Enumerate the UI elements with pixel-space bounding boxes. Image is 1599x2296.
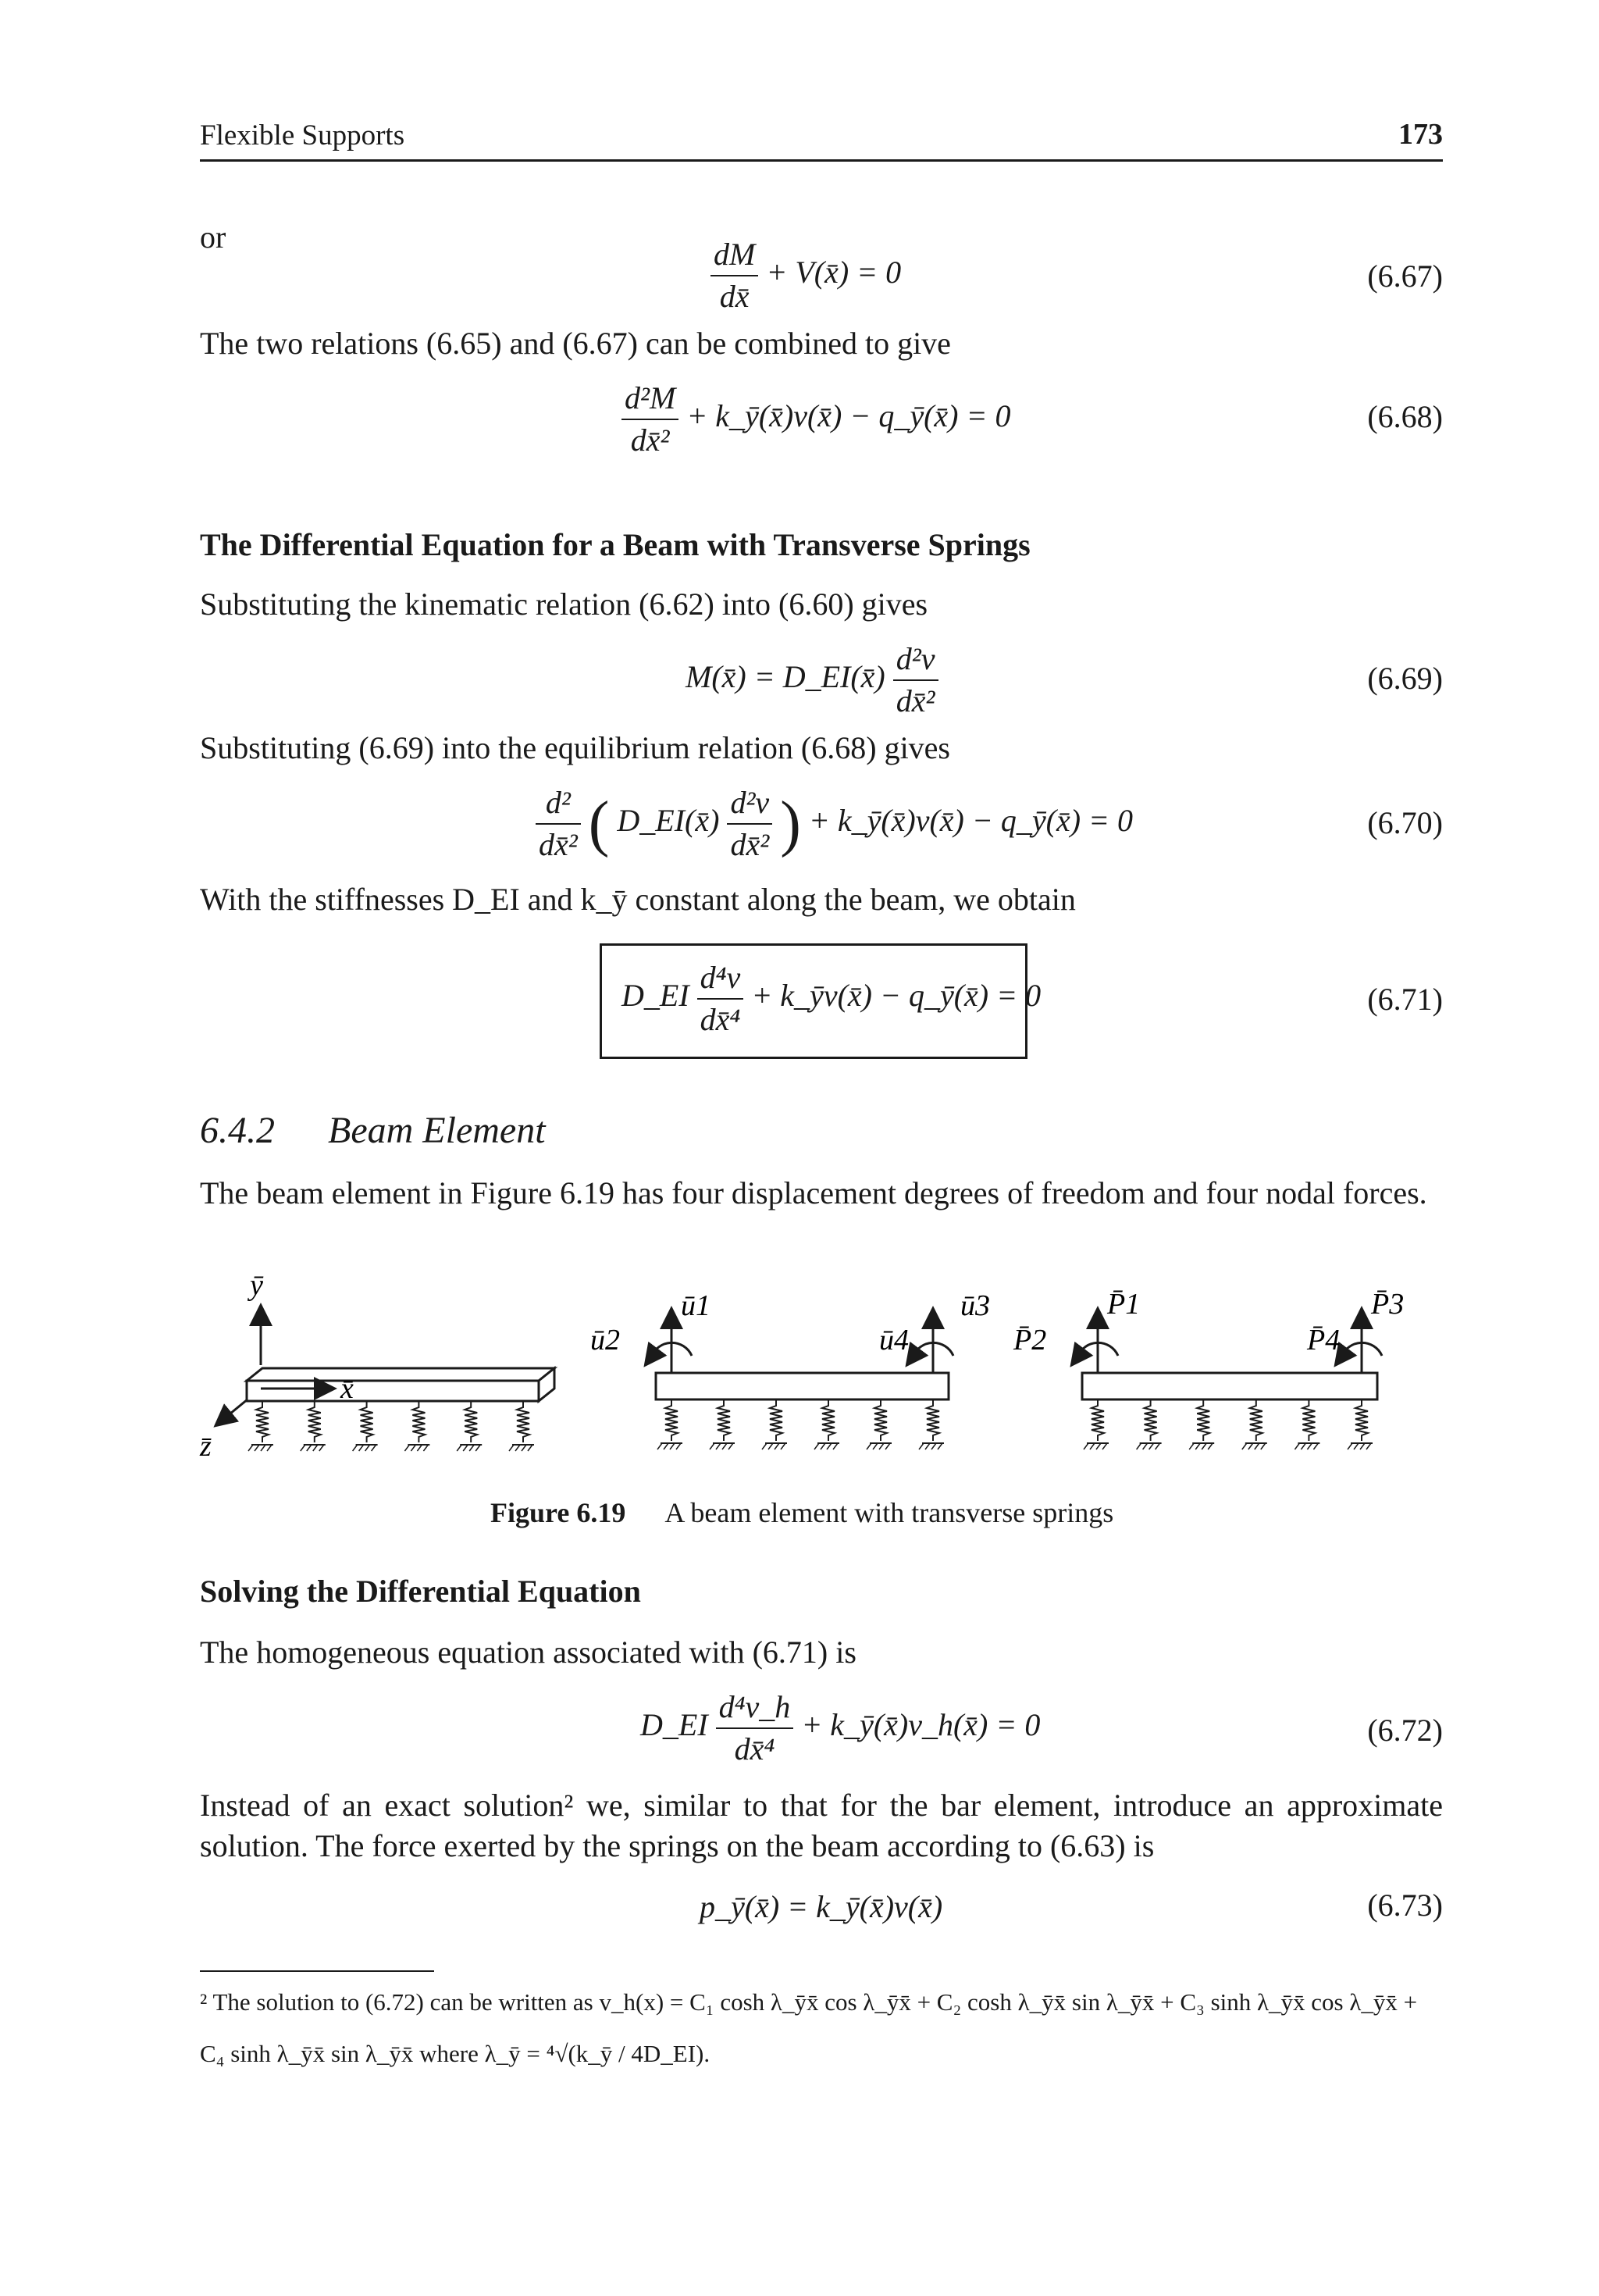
eq667-rest: + V(x̄) = 0: [766, 255, 902, 291]
eq669-fraction: [893, 639, 938, 722]
ground-hatch: [1208, 1443, 1213, 1449]
eq669-num: d²v: [896, 641, 935, 676]
spring: [465, 1401, 477, 1442]
ground-hatch: [716, 1443, 721, 1449]
force-p3-label: P̄3: [1371, 1288, 1405, 1321]
equation-6-71: [621, 957, 1041, 1040]
para-or: or: [200, 219, 226, 255]
equation-6-73: p_ȳ(x̄) = k_ȳ(x̄)v(x̄): [700, 1889, 943, 1924]
ground-hatch: [919, 1443, 924, 1449]
figure-panel-forces: [1013, 1288, 1404, 1449]
ground-hatch: [879, 1443, 884, 1449]
ground-hatch: [423, 1445, 428, 1451]
eq670-rest: + k_ȳ(x̄)v(x̄) − q_ȳ(x̄) = 0: [808, 803, 1134, 839]
footnote-line-2: C₄ sinh λ_ȳx̄ sin λ_ȳx̄ where λ_ȳ = ⁴√(k_ȳ / 4D_EI).: [200, 2040, 710, 2067]
ground-hatch: [670, 1443, 675, 1449]
eq-number-6-73: (6.73): [1367, 1888, 1443, 1923]
ground-hatch: [1360, 1443, 1365, 1449]
ground-hatch: [248, 1445, 253, 1451]
spring: [1092, 1399, 1104, 1441]
ground-hatch: [469, 1445, 474, 1451]
ground-hatch: [261, 1445, 265, 1451]
spring: [517, 1401, 529, 1442]
dof-u2-label: ū2: [590, 1324, 620, 1357]
ground-hatch: [827, 1443, 832, 1449]
eq671-den: dx̄⁴: [697, 998, 744, 1040]
eq672-rest: + k_ȳ(x̄)v_h(x̄) = 0: [801, 1707, 1041, 1743]
ground-hatch: [319, 1445, 324, 1451]
eq-number-6-70: (6.70): [1367, 805, 1443, 840]
ground-hatch: [1313, 1443, 1318, 1449]
ground-hatch: [762, 1443, 767, 1449]
eq672-pre: D_EI: [640, 1707, 708, 1743]
spring: [718, 1399, 730, 1441]
figure-caption: [490, 1496, 1113, 1529]
eq667-den: dx̄: [710, 275, 758, 317]
spring: [412, 1401, 425, 1442]
springs-panel-2: [657, 1399, 944, 1449]
spring: [874, 1399, 887, 1441]
ground-hatch: [1301, 1443, 1305, 1449]
ground-hatch: [463, 1445, 468, 1451]
section-heading: [200, 1109, 546, 1152]
eq670-inner-num: d²v: [730, 785, 770, 820]
ground-hatch: [1261, 1443, 1266, 1449]
spring: [822, 1399, 835, 1441]
eq670-paren-open: (: [588, 790, 610, 858]
eq669-lhs: M(x̄) = D_EI(x̄): [686, 659, 885, 695]
ground-hatch: [1295, 1443, 1299, 1449]
dof-u1-label: ū1: [681, 1289, 710, 1322]
ground-hatch: [475, 1445, 480, 1451]
spring: [256, 1401, 269, 1442]
para-stiffnesses: With the stiffnesses D_EI and k_ȳ constant along the beam, we obtain: [200, 882, 1076, 917]
heading-solving: Solving the Differential Equation: [200, 1574, 641, 1609]
eq668-den: dx̄²: [621, 419, 678, 461]
axis-z-label: z̄: [200, 1430, 212, 1463]
ground-hatch: [768, 1443, 773, 1449]
eq668-num: d²M: [625, 380, 676, 415]
eq671-pre: D_EI: [621, 978, 689, 1014]
ground-hatch: [781, 1443, 785, 1449]
ground-hatch: [1307, 1443, 1312, 1449]
ground-hatch: [359, 1445, 364, 1451]
para-subst2: Substituting (6.69) into the equilibrium relation (6.68) gives: [200, 730, 950, 765]
para-homogeneous: The homogeneous equation associated with (6.71) is: [200, 1635, 856, 1670]
eq670-inner-fraction: [727, 783, 772, 865]
springs-panel-1: [248, 1401, 534, 1451]
ground-hatch: [1156, 1443, 1160, 1449]
equation-6-68: [621, 378, 1011, 461]
eq667-fraction: [710, 234, 758, 317]
eq672-num: d⁴v_h: [718, 1689, 791, 1724]
spring: [770, 1399, 782, 1441]
ground-hatch: [728, 1443, 733, 1449]
figure-caption-label: Figure 6.19: [490, 1497, 626, 1528]
ground-hatch: [1255, 1443, 1259, 1449]
eq670-inner-pre: D_EI(x̄): [617, 803, 720, 839]
eq670-outer-fraction: [536, 783, 581, 865]
ground-hatch: [873, 1443, 878, 1449]
equation-6-70: [536, 783, 1133, 865]
spring: [1302, 1399, 1315, 1441]
footnote-line-1: ² The solution to (6.72) can be written as v_h(x) = C₁ cosh λ_ȳx̄ cos λ_ȳx̄ + C₂ cosh λ_ȳx̄ sin λ_ȳx̄ + C₃ sinh λ_ȳx̄ cos λ_ȳx̄ +: [200, 1988, 1418, 2016]
dof-u3-label: ū3: [960, 1289, 990, 1322]
equation-6-69: [686, 639, 938, 722]
ground-hatch: [1102, 1443, 1107, 1449]
ground-hatch: [404, 1445, 409, 1451]
spring: [1197, 1399, 1209, 1441]
ground-hatch: [722, 1443, 727, 1449]
ground-hatch: [1354, 1443, 1359, 1449]
eq-number-6-71: (6.71): [1367, 982, 1443, 1017]
page-number: 173: [1398, 118, 1443, 151]
dof-u4-label: ū4: [879, 1324, 909, 1357]
equation-6-72: [640, 1687, 1040, 1770]
ground-hatch: [1189, 1443, 1194, 1449]
ground-hatch: [1090, 1443, 1095, 1449]
figure-6-19: [195, 1271, 1444, 1467]
ground-hatch: [676, 1443, 681, 1449]
footnote-rule: [200, 1970, 434, 1972]
section-number: 6.4.2: [200, 1110, 275, 1151]
eq668-fraction: [621, 378, 678, 461]
ground-hatch: [307, 1445, 312, 1451]
ground-hatch: [664, 1443, 668, 1449]
eq671-rest: + k_ȳv(x̄) − q_ȳ(x̄) = 0: [751, 978, 1042, 1014]
ground-hatch: [372, 1445, 376, 1451]
ground-hatch: [411, 1445, 415, 1451]
ground-hatch: [1096, 1443, 1101, 1449]
ground-hatch: [1242, 1443, 1247, 1449]
figure-panel-displacements: [590, 1289, 990, 1449]
eq670-outer-den: dx̄²: [536, 823, 581, 865]
ground-hatch: [1366, 1443, 1371, 1449]
running-title: Flexible Supports: [200, 119, 405, 152]
ground-hatch: [931, 1443, 936, 1449]
force-p1-label: P̄1: [1107, 1288, 1141, 1321]
para-combine: The two relations (6.65) and (6.67) can be combined to give: [200, 326, 951, 361]
spring: [308, 1401, 321, 1442]
ground-hatch: [457, 1445, 461, 1451]
ground-hatch: [255, 1445, 259, 1451]
eq670-outer-num: d²: [545, 785, 571, 820]
ground-hatch: [522, 1445, 526, 1451]
eq672-den: dx̄⁴: [716, 1727, 794, 1770]
axis-y-label: ȳ: [250, 1271, 263, 1302]
ground-hatch: [509, 1445, 514, 1451]
equation-6-67: [710, 234, 901, 317]
springs-panel-3: [1084, 1399, 1373, 1449]
ground-hatch: [353, 1445, 358, 1451]
ground-hatch: [1202, 1443, 1206, 1449]
ground-hatch: [814, 1443, 819, 1449]
eq-number-6-69: (6.69): [1367, 661, 1443, 696]
eq668-rest: + k_ȳ(x̄)v(x̄) − q_ȳ(x̄) = 0: [686, 398, 1011, 434]
eq670-paren-close: ): [780, 790, 801, 858]
axis-x-label: x̄: [340, 1372, 354, 1405]
spring: [665, 1399, 678, 1441]
ground-hatch: [1143, 1443, 1148, 1449]
eq669-den: dx̄²: [893, 679, 938, 722]
ground-hatch: [313, 1445, 318, 1451]
spring: [361, 1401, 373, 1442]
ground-hatch: [528, 1445, 532, 1451]
spring: [1250, 1399, 1262, 1441]
ground-hatch: [1248, 1443, 1253, 1449]
eq-number-6-68: (6.68): [1367, 399, 1443, 434]
ground-hatch: [833, 1443, 838, 1449]
header-rule: [200, 159, 1443, 162]
force-p2-label: P̄2: [1013, 1324, 1047, 1357]
figure-caption-text: A beam element with transverse springs: [664, 1497, 1114, 1528]
ground-hatch: [515, 1445, 520, 1451]
ground-hatch: [938, 1443, 942, 1449]
figure-panel-3d-beam: [199, 1271, 554, 1463]
eq-number-6-72: (6.72): [1367, 1713, 1443, 1748]
ground-hatch: [821, 1443, 825, 1449]
eq671-num: d⁴v: [700, 960, 741, 995]
ground-hatch: [417, 1445, 422, 1451]
ground-hatch: [267, 1445, 272, 1451]
ground-hatch: [710, 1443, 714, 1449]
eq670-inner-den: dx̄²: [727, 823, 772, 865]
force-p4-label: P̄4: [1307, 1324, 1341, 1357]
heading-differential-equation: The Differential Equation for a Beam with Transverse Springs: [200, 527, 1031, 562]
ground-hatch: [1149, 1443, 1154, 1449]
eq671-fraction: [697, 957, 744, 1040]
spring: [1355, 1399, 1368, 1441]
para-beam-element: The beam element in Figure 6.19 has four displacement degrees of freedom and four nodal forces.: [200, 1175, 1427, 1210]
ground-hatch: [1348, 1443, 1352, 1449]
para-subst1: Substituting the kinematic relation (6.62) into (6.60) gives: [200, 586, 928, 622]
ground-hatch: [885, 1443, 890, 1449]
eq672-fraction: [716, 1687, 794, 1770]
eq667-num: dM: [714, 237, 756, 272]
ground-hatch: [1195, 1443, 1200, 1449]
spring: [1145, 1399, 1157, 1441]
ground-hatch: [1137, 1443, 1141, 1449]
ground-hatch: [657, 1443, 662, 1449]
para-instead: Instead of an exact solution² we, similar to that for the bar element, introduce an approximate solution. The force exerted by the springs on the beam according to (6.63) is: [200, 1788, 1443, 1863]
section-title: Beam Element: [328, 1110, 546, 1151]
ground-hatch: [1084, 1443, 1088, 1449]
ground-hatch: [925, 1443, 930, 1449]
ground-hatch: [301, 1445, 305, 1451]
ground-hatch: [775, 1443, 779, 1449]
ground-hatch: [867, 1443, 871, 1449]
ground-hatch: [365, 1445, 370, 1451]
eq-number-6-67: (6.67): [1367, 258, 1443, 294]
spring: [927, 1399, 939, 1441]
